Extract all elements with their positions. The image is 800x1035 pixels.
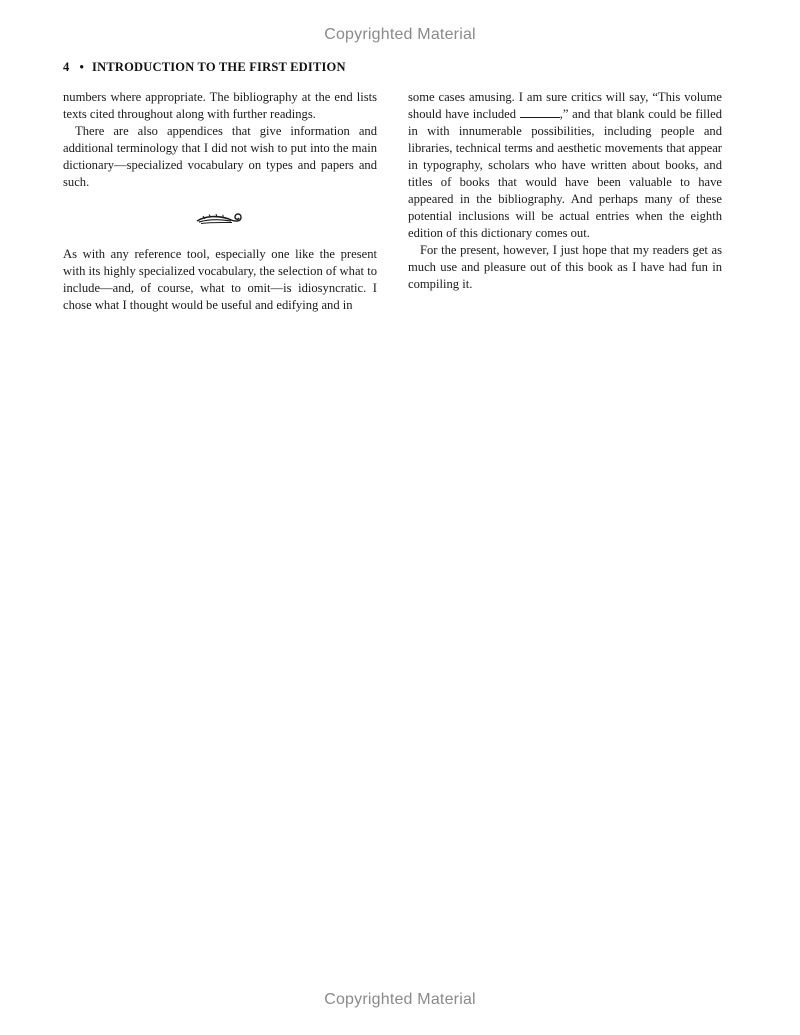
chapter-title: INTRODUCTION TO THE FIRST EDITION bbox=[92, 60, 346, 74]
copyright-watermark-bottom: Copyrighted Material bbox=[324, 991, 476, 1008]
left-paragraph-3: As with any reference tool, especially one like the present with its highly specialized vocabulary, the selection of what to include—and, of course, what to omit—is idiosyncratic. I chose what I thought would be useful and edifying and in bbox=[63, 247, 377, 312]
fleuron-ornament-icon bbox=[195, 210, 245, 228]
running-head bbox=[63, 60, 346, 75]
left-column bbox=[63, 89, 377, 314]
right-paragraph-1 bbox=[408, 89, 722, 242]
right-paragraph-1-end: ,” and that blank could be filled in with innumerable possibilities, including people and libraries, technical terms and aesthetic movements that appear in typography, scholars who have written about books, and titles of books that would have been valuable to have appeared in the bibliography. And perhaps many of these potential inclusions will be actual entries when the eighth edition of this dictionary comes out. bbox=[408, 107, 723, 240]
right-column bbox=[408, 89, 722, 293]
left-paragraph-1: numbers where appropriate. The bibliography at the end lists texts cited throughout along with further readings. bbox=[63, 90, 377, 121]
right-paragraph-2: For the present, however, I just hope that my readers get as much use and pleasure out of this book as I have had fun in compiling it. bbox=[408, 243, 722, 291]
bullet-separator: • bbox=[79, 60, 85, 74]
left-paragraph-2: There are also appendices that give information and additional terminology that I did not wish to put into the main dictionary—specialized vocabulary on types and papers and such. bbox=[63, 124, 377, 189]
page-number: 4 bbox=[63, 60, 70, 74]
right-paragraph-1-start: some cases amusing. I am sure critics will say, “This volume should have included bbox=[408, 90, 722, 121]
copyright-watermark-top: Copyrighted Material bbox=[324, 26, 476, 43]
fill-in-blank bbox=[520, 106, 560, 118]
